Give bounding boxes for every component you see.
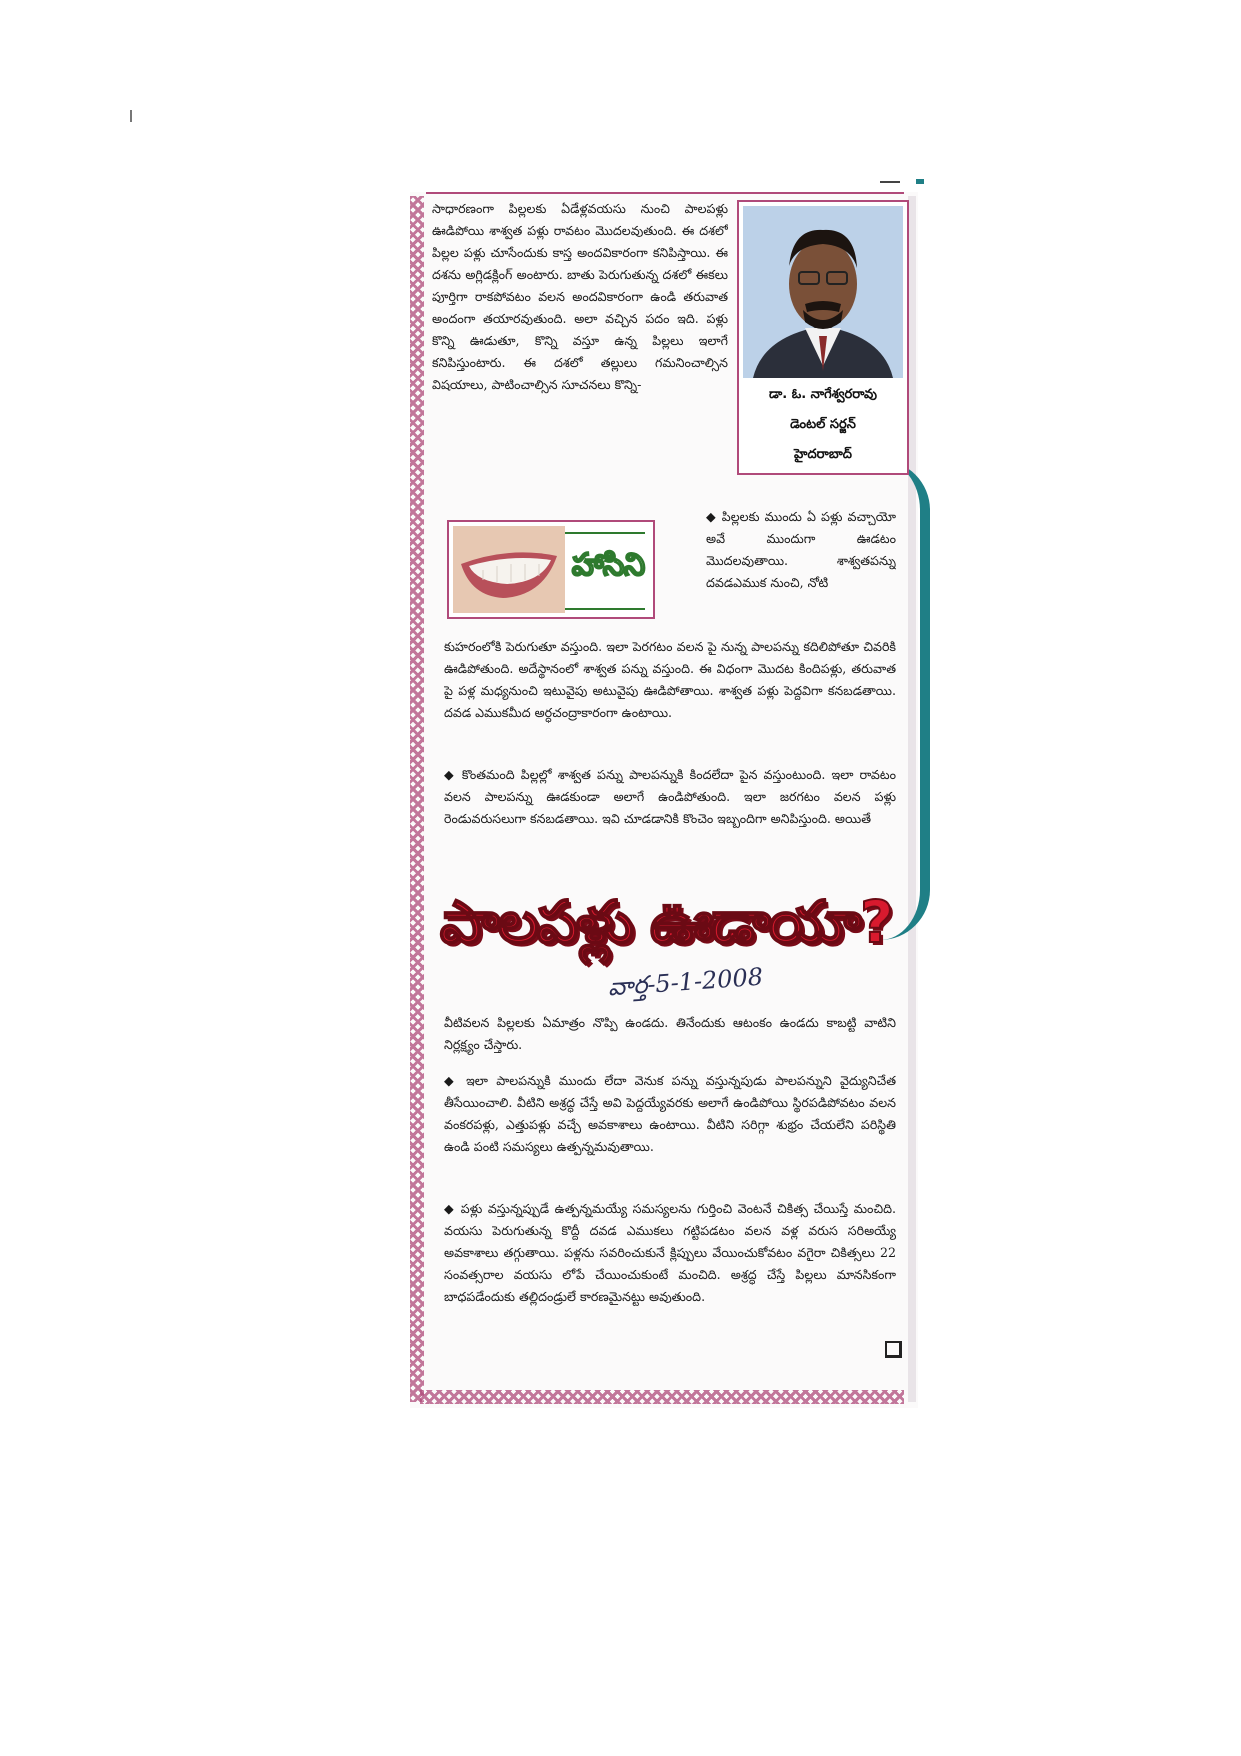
author-city: హైదరాబాద్ bbox=[794, 447, 852, 462]
scan-mark bbox=[130, 110, 132, 122]
top-rule bbox=[426, 192, 904, 194]
handwritten-date: వార్త-5-1-2008 bbox=[607, 962, 764, 1002]
paragraph-1-wrap: ◆ పిల్లలకు ముందు ఏ పళ్లు వచ్చాయో అవే ముందుగా ఊడటం మొదలవుతాయి. శాశ్వతపన్ను దవడఎముక నుంచి, నోటి bbox=[706, 509, 896, 590]
corner-dot bbox=[916, 179, 924, 184]
paragraph-4: ◆ ఇలా పాలపన్నుకి ముందు లేదా వెనుక పన్ను వస్తున్నపుడు పాలపన్నుని వైద్యునిచేత తీసేయించాలి. వీటిని అశ్రద్ధ చేస్తే అవి పెద్దయ్యేవరకు అలాగే ఉండిపోయి స్థిరపడిపోవటం వలన వంకరపళ్లు, ఎత్తుపళ్లు వచ్చే అవకాశాలు ఉంటాయి. వీటిని సరిగ్గా శుభ్రం చేయలేని పరిస్థితి ఉండి పంటి సమస్యలు ఉత్పన్నమవుతాయి. bbox=[444, 1073, 896, 1154]
zigzag-border-bottom bbox=[420, 1390, 904, 1404]
paragraph-1: కుహరంలోకి పెరుగుతూ వస్తుంది. ఇలా పెరగటం వలన పై నున్న పాలపన్ను కదిలిపోతూ చివరికి ఊడిపోతుంది. అదేస్థానంలో శాశ్వత పన్ను వస్తుంది. ఈ విధంగా మొదట కిందిపళ్లు, తరువాత పై పళ్ల మధ్యనుంచి ఇటువైపు అటువైపు ఊడిపోతాయి. శాశ్వత పళ్లు పెద్దవిగా కనబడతాయి. దవడ ఎముకమీద అర్ధచంద్రాకారంగా ఉంటాయి. bbox=[444, 639, 896, 720]
author-box bbox=[737, 200, 909, 475]
smile-photo bbox=[453, 526, 565, 613]
column-title: హాసిని bbox=[571, 546, 645, 583]
corner-dash bbox=[880, 181, 900, 183]
column-rule-bottom bbox=[565, 608, 645, 610]
paragraph-3: వీటివలన పిల్లలకు ఏమాత్రం నొప్పి ఉండదు. తినేందుకు ఆటంకం ఉండదు కాబట్టి వాటిని నిర్లక్ష్యం చేస్తారు. bbox=[444, 1015, 896, 1052]
column-logo bbox=[447, 520, 655, 619]
author-name: డా. ఓ. నాగేశ్వరరావు bbox=[768, 387, 878, 402]
author-title: డెంటల్ సర్జన్ bbox=[790, 417, 856, 432]
zigzag-border-left bbox=[410, 196, 424, 1402]
end-mark-icon bbox=[885, 1341, 902, 1358]
headline: పాలపళ్లు ఊడాయా? bbox=[440, 888, 892, 956]
portrait-photo bbox=[743, 206, 903, 378]
paragraph-2: ◆ కొంతమంది పిల్లల్లో శాశ్వత పన్ను పాలపన్నుకి కిందలేదా పైన వస్తుంటుంది. ఇలా రావటం వలన పాలపన్ను ఊడకుండా అలాగే ఉండిపోతుంది. ఇలా జరగటం వలన పళ్లు రెండువరుసలుగా కనబడతాయి. ఇవి చూడడానికి కొంచెం ఇబ్బందిగా అనిపిస్తుంది. అయితే bbox=[444, 767, 896, 826]
paragraph-5: ◆ పళ్లు వస్తున్నప్పుడే ఉత్పన్నమయ్యే సమస్యలను గుర్తించి వెంటనే చికిత్స చేయిస్తే మంచిది. వయసు పెరుగుతున్న కొద్దీ దవడ ఎముకలు గట్టిపడటం వలన వళ్ల వరుస సరిఅయ్యే అవకాశాలు తగ్గుతాయి. పళ్లను సవరించుకునే క్లిప్పులు వేయించుకోవటం వగైరా చికిత్సలు 22 సంవత్సరాల వయసు లోపే చేయించుకుంటే మంచిది. అశ్రద్ధ చేస్తే పిల్లలు మానసికంగా బాధపడేందుకు తల్లిదండ్రులే కారణమైనట్టు అవుతుంది. bbox=[444, 1201, 896, 1304]
author-caption bbox=[739, 380, 907, 470]
intro-paragraph: సాధారణంగా పిల్లలకు ఏడేళ్లవయసు నుంచి పాలపళ్లు ఊడిపోయి శాశ్వత పళ్లు రావటం మొదలవుతుంది. ఈ దశలో పిల్లల పళ్లు చూసేందుకు కాస్త అందవికారంగా కనిపిస్తాయి. ఈ దశను అగ్లిడక్లింగ్ అంటారు. బాతు పెరుగుతున్న దశలో ఈకలు పూర్తిగా రాకపోవటం వలన అందవికారంగా ఉండి తరువాత అందంగా తయారవుతుంది. అలా వచ్చిన పదం ఇది. పళ్లు కొన్ని ఊడుతూ, కొన్ని వస్తూ ఉన్న పిల్లలు ఇలాగే కనిపిస్తుంటారు. ఈ దశలో తల్లులు గమనించాల్సిన విషయాలు, పాటించాల్సిన సూచనలు కొన్ని- bbox=[432, 201, 728, 392]
